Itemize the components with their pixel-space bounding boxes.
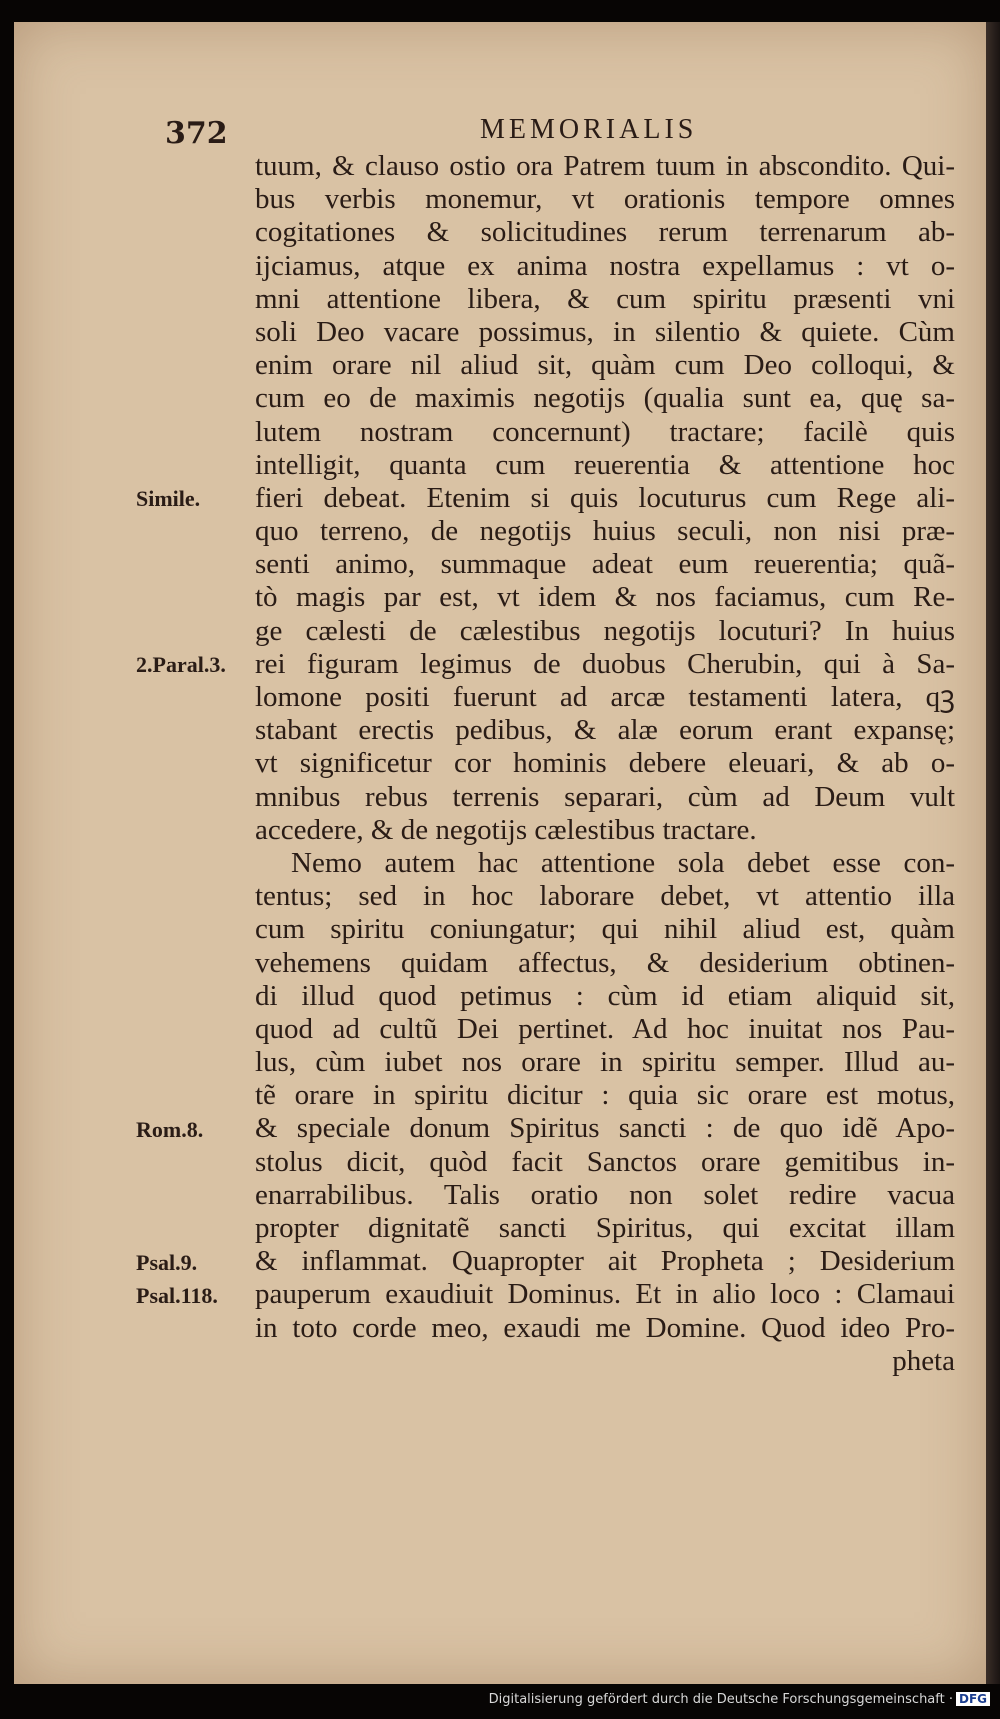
marginal-note: Psal.118. xyxy=(136,1282,218,1308)
text-line: accedere, & de negotijs cælestibus tractare. xyxy=(255,813,757,846)
text-line: fieri debeat. Etenim si quis locuturus cum Rege ali- xyxy=(255,481,955,514)
text-line: mnibus rebus terrenis separari, cùm ad Deum vult xyxy=(255,780,955,813)
marginal-note: Simile. xyxy=(136,486,201,511)
text-line: & speciale donum Spiritus sancti : de quo idẽ Apo- xyxy=(255,1112,955,1145)
text-line: lus, cùm iubet nos orare in spiritu semper. Illud au- xyxy=(255,1046,955,1079)
footer-text: Digitalisierung gefördert durch die Deutsche Forschungsgemeinschaft · xyxy=(488,1692,953,1707)
text-line: Nemo autem hac attentione sola debet esse con- xyxy=(291,846,955,879)
text-line: cum eo de maximis negotijs (qualia sunt ea, quę sa- xyxy=(255,382,955,415)
text-line: cogitationes & solicitudines rerum terrenarum ab- xyxy=(255,216,955,249)
marginal-note: Psal.9. xyxy=(136,1249,198,1275)
text-line: tentus; sed in hoc laborare debet, vt attentio illa xyxy=(255,880,955,913)
text-line: propter dignitatẽ sancti Spiritus, qui excitat illam xyxy=(255,1212,955,1244)
text-line: stabant erectis pedibus, & alæ eorum erant expansę; xyxy=(255,714,955,747)
text-line: pheta xyxy=(892,1344,955,1377)
text-line: vt significetur cor hominis debere eleuari, & ab o- xyxy=(255,747,955,780)
text-line: rei figuram legimus de duobus Cherubin, qui à Sa- xyxy=(255,647,955,680)
text-line: quod ad cultũ Dei pertinet. Ad hoc inuitat nos Pau- xyxy=(255,1012,955,1045)
text-line: stolus dicit, quòd facit Sanctos orare gemitibus in- xyxy=(255,1145,955,1178)
text-line: tuum, & clauso ostio ora Patrem tuum in abscondito. Qui- xyxy=(255,150,955,182)
running-head: MEMORIALIS xyxy=(480,114,698,145)
marginal-note: Rom.8. xyxy=(136,1116,204,1142)
marginal-note: 2.Paral.3. xyxy=(136,652,226,677)
text-line: mni attentione libera, & cum spiritu præsenti vni xyxy=(255,282,955,315)
text-line: lutem nostram concernunt) tractare; facilè quis xyxy=(255,415,955,448)
text-line: di illud quod petimus : cùm id etiam aliquid sit, xyxy=(255,979,955,1012)
text-line: in toto corde meo, exaudi me Domine. Quod ideo Pro- xyxy=(255,1311,955,1344)
text-line: quo terreno, de negotijs huius seculi, non nisi præ- xyxy=(255,515,955,548)
digitization-footer xyxy=(0,1692,1000,1707)
text-line: lomone positi fuerunt ad arcæ testamenti latera, qꝫ xyxy=(255,681,955,713)
text-line: bus verbis monemur, vt orationis tempore omnes xyxy=(255,183,955,216)
text-line: ge cælesti de cælestibus negotijs locuturi? In huius xyxy=(255,614,955,647)
text-line: tò magis par est, vt idem & nos faciamus, cum Re- xyxy=(255,581,955,614)
text-line: intelligit, quanta cum reuerentia & attentione hoc xyxy=(255,448,955,481)
text-line: vehemens quidam affectus, & desiderium obtinen- xyxy=(255,946,955,979)
text-line: pauperum exaudiuit Dominus. Et in alio loco : Clamaui xyxy=(255,1278,955,1311)
text-line: enarrabilibus. Talis oratio non solet redire vacua xyxy=(255,1178,955,1211)
text-line: tẽ orare in spiritu dicitur : quia sic orare est motus, xyxy=(255,1079,955,1112)
text-line: cum spiritu coniungatur; qui nihil aliud est, quàm xyxy=(255,913,955,946)
page-edge xyxy=(986,22,1000,1684)
dfg-logo: DFG xyxy=(956,1692,990,1706)
text-line: & inflammat. Quapropter ait Propheta ; Desiderium xyxy=(255,1245,955,1278)
text-line: ijciamus, atque ex anima nostra expellamus : vt o- xyxy=(255,249,955,282)
text-line: soli Deo vacare possimus, in silentio & quiete. Cùm xyxy=(255,315,955,348)
text-line: senti animo, summaque adeat eum reuerentia; quã- xyxy=(255,548,955,581)
body-text xyxy=(255,150,955,1378)
page-number: 372 xyxy=(165,116,228,151)
text-line: enim orare nil aliud sit, quàm cum Deo colloqui, & xyxy=(255,349,955,382)
